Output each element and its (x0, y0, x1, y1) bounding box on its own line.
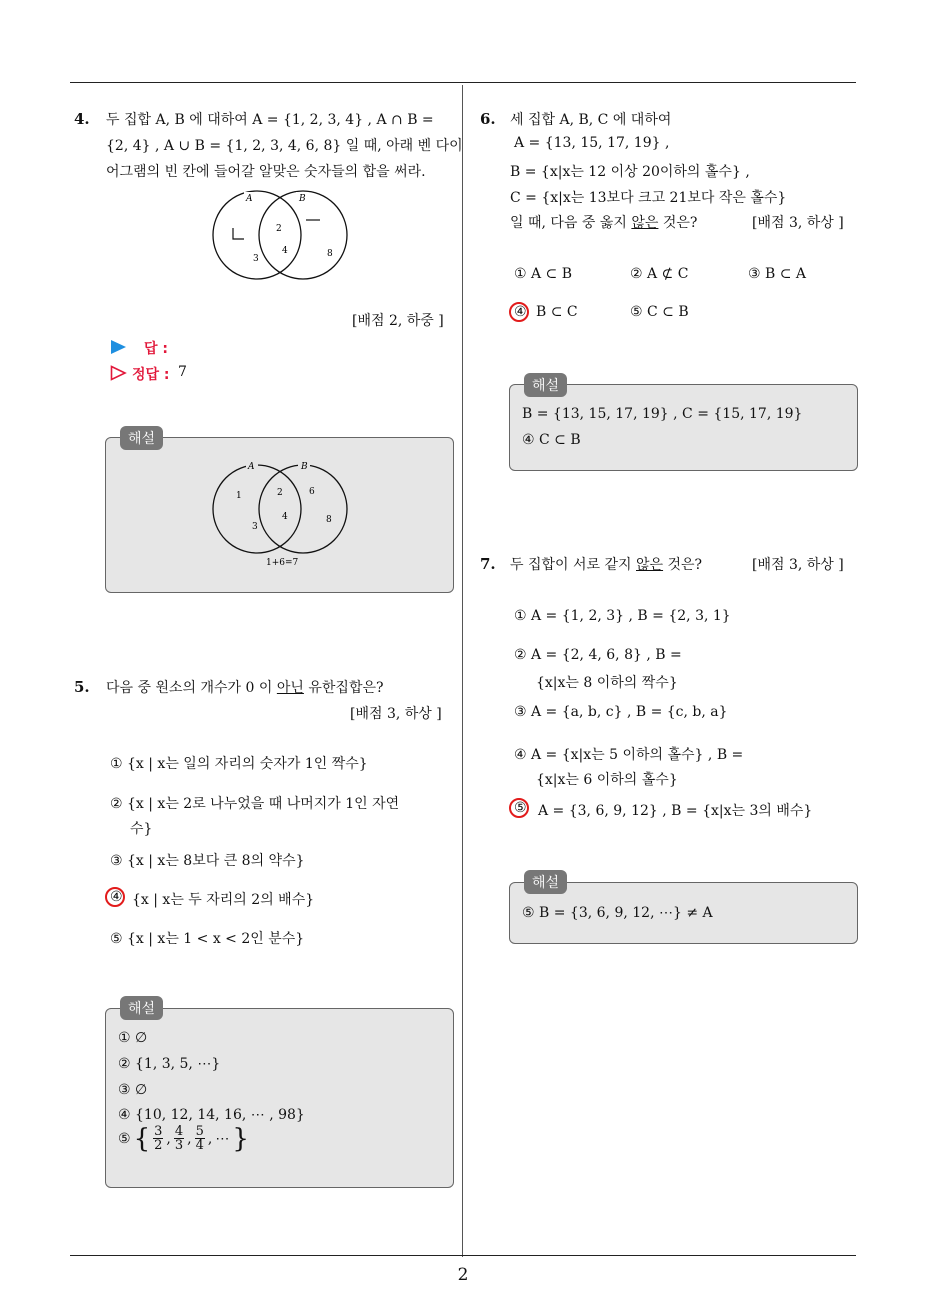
brace-close: } (232, 1123, 249, 1154)
question-text-line: C = {x|x는 13보다 크고 21보다 작은 홀수} (510, 190, 787, 206)
blank-box-a (233, 228, 244, 239)
option-4[interactable]: {x | x는 두 자리의 2의 배수} (132, 892, 315, 908)
score-label: [배점 3, 하상 ] (752, 557, 844, 573)
solution-line: ④ C ⊂ B (522, 432, 581, 448)
solution-line: ④ {10, 12, 14, 16, ⋯ , 98} (118, 1107, 305, 1123)
ellipsis: ⋯ (215, 1130, 230, 1147)
option-4[interactable]: B ⊂ C (536, 304, 578, 320)
brace-open: { (133, 1123, 151, 1154)
question-text-underlined: 않은 (631, 215, 659, 231)
option-1[interactable]: ① {x | x는 일의 자리의 숫자가 1인 짝수} (110, 756, 368, 772)
question-text-part: 두 집합이 서로 같지 (510, 557, 636, 573)
question-number: 4. (74, 110, 90, 128)
column-divider (462, 85, 463, 1257)
fraction: $\frac{5}{4}$ (195, 1124, 204, 1153)
option-5[interactable]: ⑤ C ⊂ B (630, 304, 689, 320)
question-text-part: 것은? (658, 215, 698, 231)
solution-tab: 해설 (524, 870, 567, 894)
option-3[interactable]: ③ B ⊂ A (748, 266, 807, 282)
score-label: [배점 2, 하중 ] (352, 313, 444, 329)
score-label: [배점 3, 하상 ] (350, 706, 442, 722)
venn-label-b: B (299, 194, 306, 204)
option-4-continued: {x|x는 6 이하의 홀수} (536, 772, 678, 788)
option-1[interactable]: ① A ⊂ B (514, 266, 573, 282)
bottom-rule (70, 1255, 856, 1256)
question-text-underlined: 않은 (636, 557, 664, 573)
question-number: 7. (480, 555, 496, 573)
option-1[interactable]: ① A = {1, 2, 3} , B = {2, 3, 1} (514, 608, 731, 624)
option-2-continued: 수} (130, 821, 153, 837)
venn-number: 1 (236, 491, 242, 501)
venn-number: 6 (309, 487, 315, 497)
option-5[interactable]: A = {3, 6, 9, 12} , B = {x|x는 3의 배수} (538, 803, 813, 819)
question-text-line: 두 집합 A, B 에 대하여 A = {1, 2, 3, 4} , A ∩ B = (106, 112, 434, 128)
question-text-underlined: 아닌 (276, 680, 304, 696)
venn-label-a: A (246, 194, 253, 204)
venn-number: 4 (282, 512, 288, 522)
solution-line-fractions: ⑤ { $\frac{3}{2}$ , $\frac{4}{3}$ , $\frac{5}{4}$ , ⋯ } (118, 1123, 249, 1154)
venn-label-b: B (301, 462, 308, 472)
solution-mark: ⑤ (118, 1130, 131, 1147)
question-number: 5. (74, 678, 90, 696)
venn-number: 8 (327, 249, 333, 259)
solution-line: B = {13, 15, 17, 19} , C = {15, 17, 19} (522, 406, 803, 422)
question-text-line: 어그램의 빈 칸에 들어갈 알맞은 숫자들의 합을 써라. (106, 164, 426, 180)
page-number: 2 (457, 1265, 469, 1285)
venn-number: 8 (326, 515, 332, 525)
venn-label-a: A (248, 462, 255, 472)
correct-label: 정답 : (132, 367, 170, 383)
solution-tab: 해설 (120, 426, 163, 450)
option-2[interactable]: ② A ⊄ C (630, 266, 689, 282)
solution-venn-diagram (200, 457, 360, 577)
solution-line: ① ∅ (118, 1030, 148, 1046)
solution-box (509, 384, 858, 471)
solution-line: ⑤ B = {3, 6, 9, 12, ⋯} ≠ A (522, 905, 713, 921)
question-text (510, 212, 697, 232)
option-3[interactable]: ③ A = {a, b, c} , B = {c, b, a} (514, 704, 728, 720)
question-text-part: 일 때, 다음 중 옳지 (510, 215, 632, 231)
venn-number: 4 (282, 246, 288, 256)
option-2[interactable]: ② {x | x는 2로 나누었을 때 나머지가 1인 자연 (110, 796, 400, 812)
question-text-part: 다음 중 원소의 개수가 0 이 (106, 680, 277, 696)
answer-label: 답 : (144, 341, 168, 357)
venn-number: 3 (253, 254, 259, 264)
venn-caption: 1+6=7 (266, 558, 299, 568)
solution-box (105, 1008, 454, 1188)
fraction: $\frac{3}{2}$ (154, 1124, 163, 1153)
question-text-line: B = {x|x는 12 이상 20이하의 홀수} , (510, 164, 750, 180)
top-rule (70, 82, 856, 83)
option-5-mark[interactable]: ⑤ (514, 800, 527, 816)
solution-tab: 해설 (120, 996, 163, 1020)
option-5[interactable]: ⑤ {x | x는 1 < x < 2인 분수} (110, 931, 305, 947)
option-4-mark[interactable]: ④ (110, 889, 123, 905)
option-4-mark[interactable]: ④ (514, 304, 527, 320)
question-text-line: {2, 4} , A ∪ B = {1, 2, 3, 4, 6, 8} 일 때, 아래 벤 다이 (106, 138, 463, 154)
solution-tab: 해설 (524, 373, 567, 397)
venn-number: 2 (277, 488, 283, 498)
correct-triangle-icon (110, 365, 128, 381)
option-3[interactable]: ③ {x | x는 8보다 큰 8의 약수} (110, 853, 305, 869)
score-label: [배점 3, 하상 ] (752, 215, 844, 231)
option-4[interactable]: ④ A = {x|x는 5 이하의 홀수} , B = (514, 747, 744, 763)
question-number: 6. (480, 110, 496, 128)
fraction: $\frac{4}{3}$ (174, 1124, 184, 1153)
question-text-part: 유한집합은? (303, 680, 384, 696)
venn-number: 2 (276, 224, 282, 234)
solution-line: ③ ∅ (118, 1082, 148, 1098)
answer-triangle-icon (110, 339, 128, 355)
solution-line: ② {1, 3, 5, ⋯} (118, 1056, 221, 1072)
question-text-part: 것은? (663, 557, 703, 573)
correct-value: 7 (178, 364, 187, 380)
question-text (106, 677, 384, 697)
venn-number: 3 (252, 522, 258, 532)
question-text-line: 세 집합 A, B, C 에 대하여 (510, 112, 672, 128)
option-2[interactable]: ② A = {2, 4, 6, 8} , B = (514, 647, 682, 663)
venn-diagram (200, 190, 360, 290)
question-text-line: A = {13, 15, 17, 19} , (514, 135, 670, 151)
option-2-continued: {x|x는 8 이하의 짝수} (536, 675, 678, 691)
question-text (510, 554, 702, 574)
